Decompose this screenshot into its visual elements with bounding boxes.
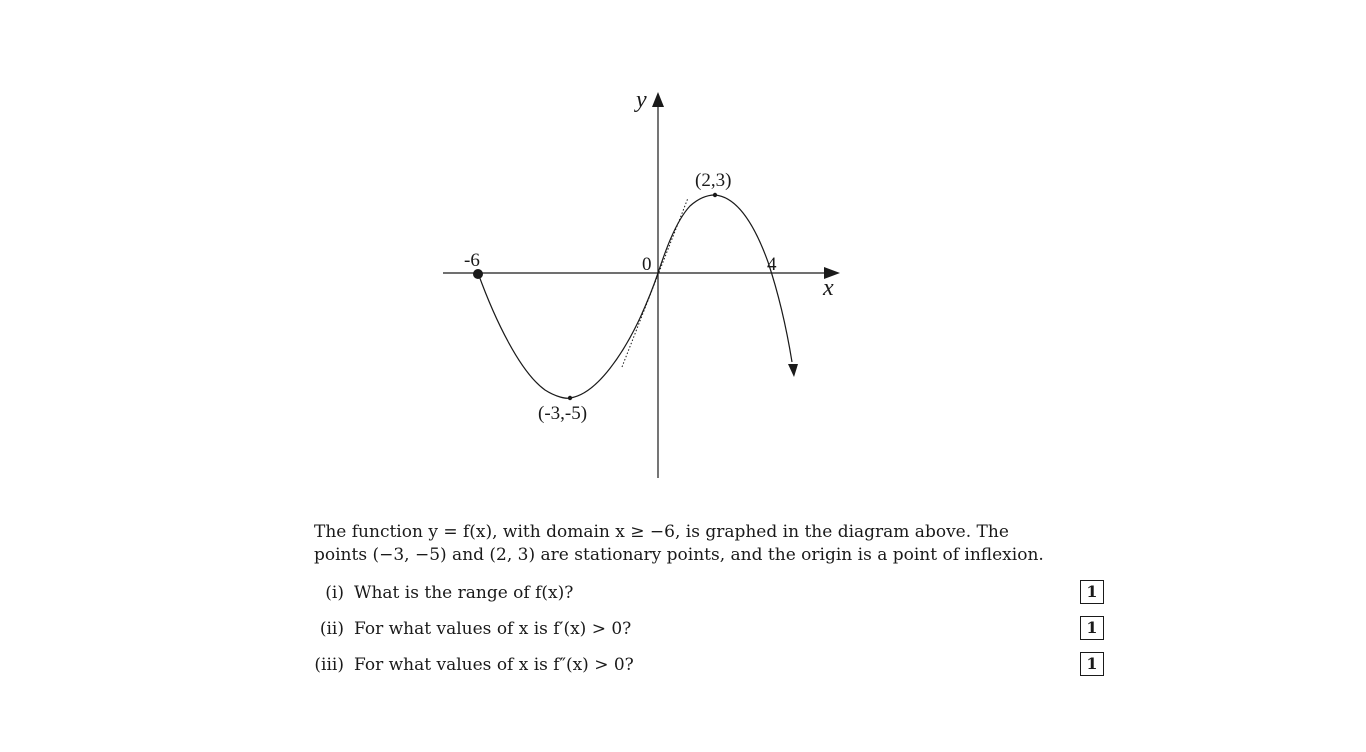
- part-text: What is the range of f(x)?: [354, 583, 574, 603]
- marks-box: 1: [1080, 616, 1104, 640]
- maximum-point-dot: [713, 193, 717, 197]
- origin-label: 0: [642, 254, 652, 275]
- function-curve: [478, 195, 792, 398]
- y-axis-label: y: [636, 87, 647, 113]
- y-axis-arrow-icon: [652, 92, 664, 107]
- question-part-i: [300, 580, 1104, 606]
- curve-arrow-icon: [788, 364, 798, 377]
- question-intro: [314, 521, 1074, 567]
- intro-line-2: points (−3, −5) and (2, 3) are stationary points, and the origin is a point of inflexion.: [314, 545, 1044, 565]
- part-number: (ii): [319, 619, 344, 639]
- part-number: (iii): [314, 655, 344, 675]
- maximum-point-label: (2,3): [695, 170, 732, 191]
- question-part-ii: [300, 616, 1104, 642]
- x-intercept-label: 4: [767, 254, 777, 275]
- intro-line-1: The function y = f(x), with domain x ≥ −6, is graphed in the diagram above. The: [314, 522, 1009, 542]
- part-number: (i): [325, 583, 344, 603]
- marks-box: 1: [1080, 652, 1104, 676]
- part-text: For what values of x is f″(x) > 0?: [354, 655, 634, 675]
- minimum-point-label: (-3,-5): [538, 403, 588, 424]
- part-text: For what values of x is f′(x) > 0?: [354, 619, 632, 639]
- x-axis-label: x: [823, 275, 834, 301]
- question-part-iii: [300, 652, 1104, 678]
- marks-box: 1: [1080, 580, 1104, 604]
- left-endpoint-label: -6: [464, 250, 480, 271]
- minimum-point-dot: [568, 396, 572, 400]
